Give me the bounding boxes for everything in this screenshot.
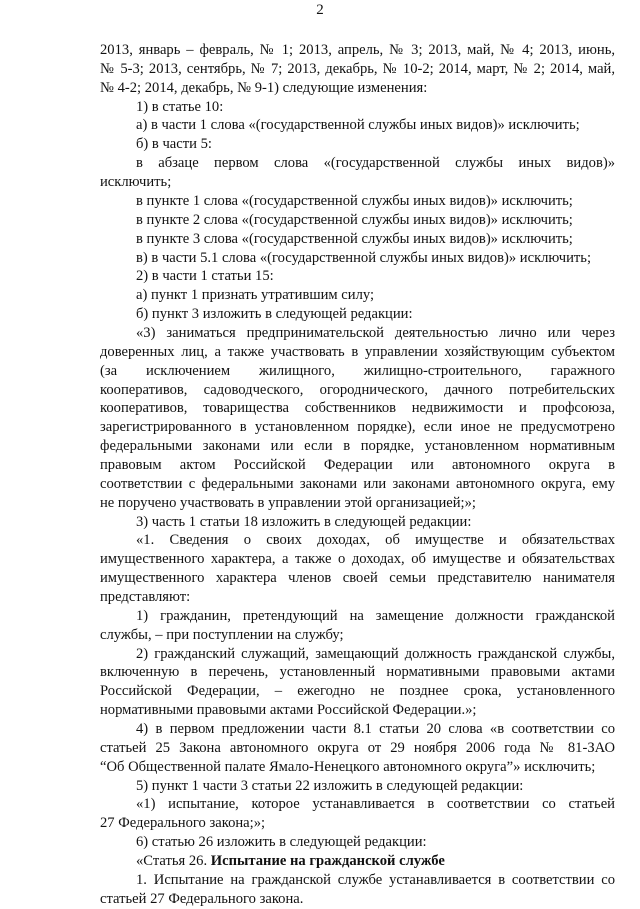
text-line: 2) в части 1 статьи 15: — [136, 268, 274, 285]
text-line: соответствии с федеральными законами или законами автономного округа, ему — [100, 475, 615, 492]
text-line: в пункте 1 слова «(государственной службы иных видов)» исключить; — [136, 192, 573, 209]
text-line: доверенных лиц, а также участвовать в управлении хозяйствующим субъектом — [100, 343, 615, 360]
article-label: «Статья 26. — [136, 853, 211, 869]
text-line: в пункте 3 слова «(государственной службы иных видов)» исключить; — [136, 230, 573, 247]
text-line: кооперативов, садоводческого, огороднического, дачного потребительских — [100, 381, 615, 398]
article-heading: Испытание на гражданской службе — [210, 853, 445, 869]
text-line: 3) часть 1 статьи 18 изложить в следующей редакции: — [136, 513, 472, 530]
text-line: имущественного характера членов своей семьи представителю нанимателя — [100, 570, 615, 587]
text-line: службы, – при поступлении на службу; — [100, 626, 344, 643]
text-line: «1) испытание, которое устанавливается в соответствии со статьей — [136, 796, 615, 813]
page-number: 2 — [316, 2, 324, 18]
text-line: № 4-2; 2014, декабрь, № 9-1) следующие изменения: — [100, 79, 428, 96]
text-line: в) в части 5.1 слова «(государственной службы иных видов)» исключить; — [136, 249, 592, 266]
text-line: 2013, январь – февраль, № 1; 2013, апрель, № 3; 2013, май, № 4; 2013, июнь, — [100, 42, 615, 58]
text-line: статьей 25 Закона автономного округа от 29 ноября 2006 года № 81-ЗАО — [100, 739, 615, 756]
text-line: статьей 27 Федерального закона. — [100, 890, 304, 907]
text-line: в пункте 2 слова «(государственной службы иных видов)» исключить; — [136, 211, 573, 228]
text-line: не поручено участвовать в управлении этой организацией;»; — [100, 494, 476, 511]
text-line: зарегистрированного в установленном порядке), если иное не предусмотрено — [100, 419, 615, 436]
text-line: б) в части 5: — [136, 136, 212, 153]
text-line: представляют: — [100, 588, 191, 605]
text-line: Российской Федерации, – ежегодно не позднее срока, установленного — [100, 683, 615, 700]
text-line: федеральными законами или если в порядке, установленном нормативным — [100, 438, 615, 455]
text-line: «3) заниматься предпринимательской деятельностью лично или через — [136, 324, 615, 341]
text-line — [136, 852, 615, 871]
text-line: б) пункт 3 изложить в следующей редакции: — [136, 306, 413, 322]
text-line: 6) статью 26 изложить в следующей редакции: — [136, 834, 427, 851]
text-line: 1) гражданин, претендующий на замещение должности гражданской — [136, 607, 615, 624]
text-line: имущественного характера, а также о доходах, об имуществе и обязательствах — [100, 551, 615, 568]
text-line: в абзаце первом слова «(государственной службы иных видов)» — [136, 155, 615, 172]
text-line: (за исключением жилищного, жилищно-строительного, гаражного — [100, 362, 615, 379]
text-line: 27 Федерального закона;»; — [100, 815, 266, 832]
text-line: 4) в первом предложении части 8.1 статьи 20 слова «в соответствии со — [136, 721, 615, 737]
text-line: “Об Общественной палате Ямало-Ненецкого автономного округа”» исключить; — [100, 758, 596, 775]
text-line: 5) пункт 1 части 3 статьи 22 изложить в следующей редакции: — [136, 777, 524, 794]
text-line: исключить; — [100, 174, 172, 190]
text-line: нормативными правовыми актами Российской Федерации.»; — [100, 702, 477, 719]
text-line: № 5-3; 2013, сентябрь, № 7; 2013, декабрь, № 10-2; 2014, март, № 2; 2014, май, — [100, 60, 615, 77]
text-line: правовым актом Российской Федерации или автономного округа в — [100, 456, 615, 473]
text-line: 2) гражданский служащий, замещающий должность гражданской службы, — [136, 645, 615, 662]
text-line: кооперативов, товарищества собственников недвижимости и профсоюза, — [100, 400, 615, 417]
text-line: а) пункт 1 признать утратившим силу; — [136, 287, 375, 304]
text-line: включенную в перечень, установленный нормативными правовыми актами — [100, 664, 615, 681]
text-line: «1. Сведения о своих доходах, об имуществе и обязательствах — [136, 532, 615, 549]
text-line: а) в части 1 слова «(государственной службы иных видов)» исключить; — [136, 117, 580, 134]
text-line: 1) в статье 10: — [136, 98, 224, 115]
text-line: 1. Испытание на гражданской службе устанавливается в соответствии со — [136, 871, 615, 888]
